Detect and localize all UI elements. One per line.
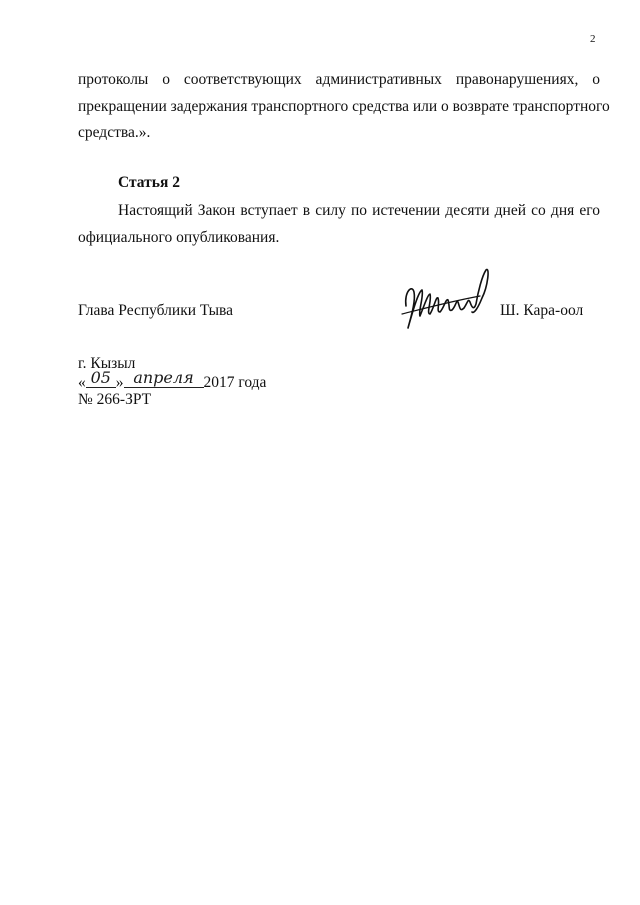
city-line: г. Кызыл xyxy=(78,355,136,372)
text-line: прекращении задержания транспортного средства или о возврате транспортного xyxy=(78,97,610,115)
text-line: официального опубликования. xyxy=(78,228,280,246)
text-line: Настоящий Закон вступает в силу по истечении десяти дней со дня его xyxy=(118,202,600,219)
date-close-quote: » xyxy=(115,374,124,391)
text-line: средства.». xyxy=(78,124,151,141)
page-number: 2 xyxy=(590,33,596,45)
article-body xyxy=(78,198,600,251)
signatory-title: Глава Республики Тыва xyxy=(78,302,234,319)
article-heading: Статья 2 xyxy=(118,174,180,191)
handwritten-signature xyxy=(398,262,494,340)
date-line xyxy=(78,368,267,392)
law-number: № 266-ЗРТ xyxy=(78,391,152,408)
date-month-handwritten: апреля xyxy=(124,368,204,388)
date-open-quote: « xyxy=(78,374,86,391)
signatory-name: Ш. Кара-оол xyxy=(500,302,584,319)
paragraph-continuation xyxy=(78,67,610,147)
date-day-handwritten: 05 xyxy=(86,368,116,388)
text-line: протоколы о соответствующих административных правонарушениях, о xyxy=(78,71,600,88)
date-year: 2017 года xyxy=(203,374,267,391)
